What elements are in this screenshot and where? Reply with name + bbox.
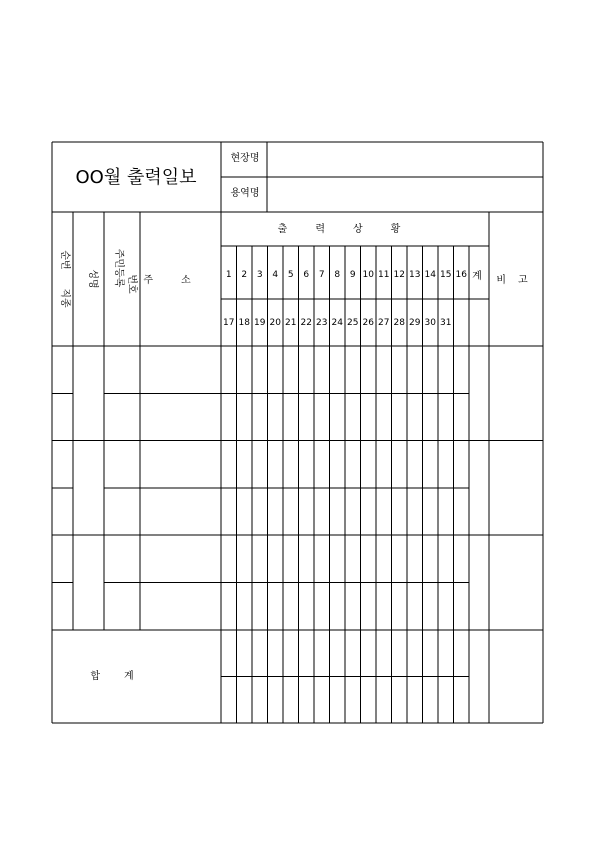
total-label: 합계 [90,671,158,682]
day-number-22: 22 [300,318,312,328]
day-number-14: 14 [424,270,436,280]
id-number-label-2: 번호 [126,274,137,294]
day-number-19: 19 [254,318,266,328]
day-number-5: 5 [287,270,294,280]
day-number-7: 7 [318,270,325,280]
day-number-25: 25 [347,318,359,328]
site-name-label: 현장명 [230,153,260,164]
job-label: 직종 [59,288,70,308]
address-label: 주소 [143,275,219,286]
day-number-4: 4 [272,270,279,280]
id-number-label: 주민등록 [113,248,124,288]
day-number-10: 10 [362,270,374,280]
day-number-21: 21 [285,318,297,328]
day-number-13: 13 [409,270,421,280]
day-number-17: 17 [223,318,235,328]
day-number-24: 24 [331,318,343,328]
day-number-30: 30 [424,318,436,328]
day-numbers-row-1 [226,270,467,280]
form-title: OO월 출력일보 [75,167,197,188]
day-number-27: 27 [378,318,390,328]
day-number-29: 29 [409,318,421,328]
day-number-15: 15 [440,270,452,280]
day-number-28: 28 [393,318,405,328]
day-number-23: 23 [316,318,328,328]
day-number-1: 1 [225,270,232,280]
day-number-6: 6 [303,270,310,280]
day-number-2: 2 [241,270,248,280]
subtotal-label: 계 [472,271,482,282]
day-number-18: 18 [238,318,250,328]
day-number-3: 3 [256,270,263,280]
day-number-9: 9 [349,270,356,280]
day-number-12: 12 [393,270,405,280]
day-number-26: 26 [362,318,374,328]
attendance-status-label: 출력상황 [277,224,429,235]
day-number-11: 11 [378,270,390,280]
name-label: 성명 [87,269,98,289]
day-number-31: 31 [440,318,452,328]
day-numbers-row-2 [223,318,451,328]
seq-label: 순번 [59,250,70,270]
service-name-label: 용역명 [230,188,260,199]
remarks-label: 비고 [496,275,540,286]
day-number-8: 8 [334,270,341,280]
day-number-16: 16 [455,270,467,280]
day-number-20: 20 [269,318,281,328]
